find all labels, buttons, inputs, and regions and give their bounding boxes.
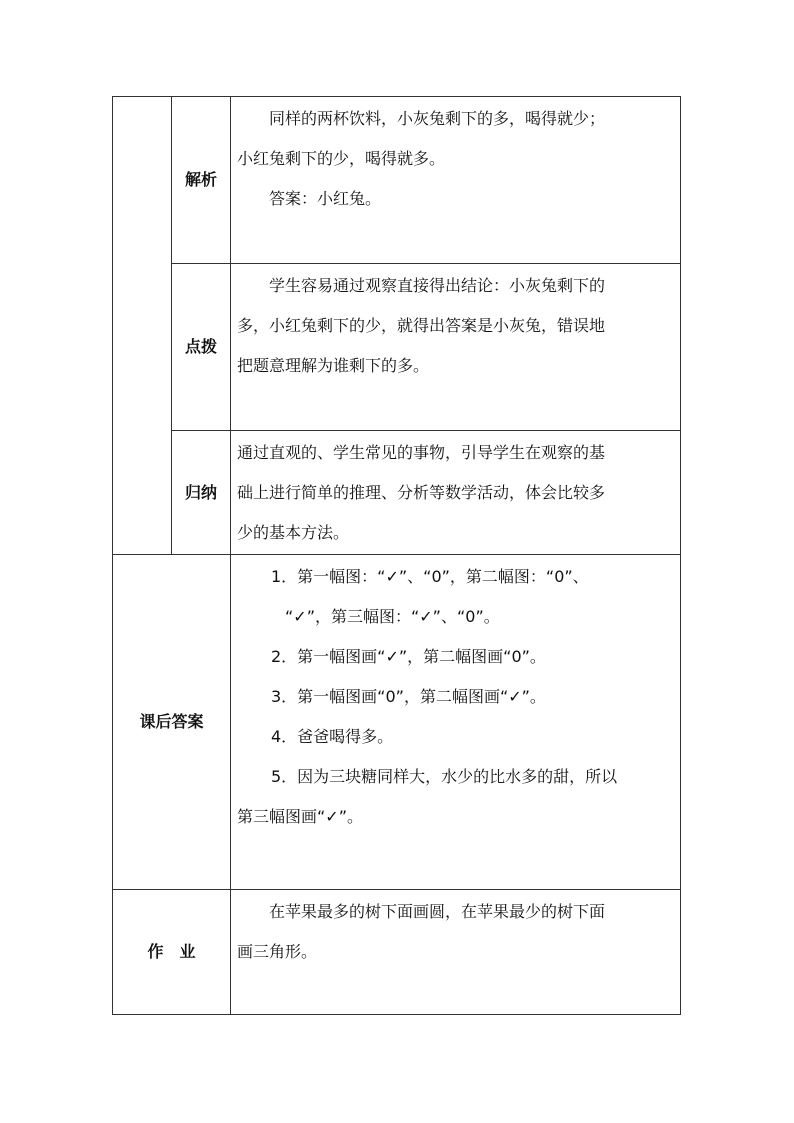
analysis-line: 答案：小红兔。 — [269, 189, 382, 208]
hint-label: 点拨 — [172, 264, 231, 431]
summary-content — [231, 431, 681, 555]
analysis-content — [231, 97, 681, 264]
homework-content — [231, 890, 681, 1015]
summary-line: 础上进行简单的推理、分析等数学活动，体会比较多 — [237, 483, 606, 502]
homework-label: 作 业 — [113, 890, 231, 1015]
answers-label: 课后答案 — [113, 555, 231, 890]
hint-content — [231, 264, 681, 431]
answer-line: 2．第一幅图画“✓”，第二幅图画“0”。 — [271, 647, 546, 666]
answer-line: 第三幅图画“✓”。 — [237, 807, 363, 826]
homework-line: 画三角形。 — [237, 942, 318, 961]
summary-label: 归纳 — [172, 431, 231, 555]
answer-line: 1．第一幅图：“✓”、“0”，第二幅图：“0”、 — [271, 567, 589, 586]
hint-line: 把题意理解为谁剩下的多。 — [237, 356, 430, 375]
hint-line: 多，小红兔剩下的少，就得出答案是小灰兔，错误地 — [237, 316, 606, 335]
analysis-row — [113, 97, 681, 264]
lesson-table — [112, 96, 681, 1015]
homework-row — [113, 890, 681, 1015]
summary-row — [113, 431, 681, 555]
analysis-line: 小红兔剩下的少，喝得就多。 — [237, 149, 446, 168]
answer-line: 4．爸爸喝得多。 — [271, 727, 394, 746]
hint-row — [113, 264, 681, 431]
answers-content — [231, 555, 681, 890]
summary-line: 通过直观的、学生常见的事物，引导学生在观察的基 — [237, 443, 606, 462]
homework-line: 在苹果最多的树下面画圆，在苹果最少的树下面 — [269, 902, 606, 921]
answer-line: 5．因为三块糖同样大，水少的比水多的甜，所以 — [271, 767, 618, 786]
analysis-label: 解析 — [172, 97, 231, 264]
analysis-line: 同样的两杯饮料，小灰兔剩下的多，喝得就少； — [269, 109, 606, 128]
answer-line: “✓”，第三幅图：“✓”、“0”。 — [285, 607, 500, 626]
answers-row — [113, 555, 681, 890]
blank-merged-cell — [113, 97, 172, 555]
summary-line: 少的基本方法。 — [237, 523, 350, 542]
document-page — [112, 96, 680, 1014]
answer-line: 3．第一幅图画“0”，第二幅图画“✓”。 — [271, 687, 546, 706]
hint-line: 学生容易通过观察直接得出结论：小灰兔剩下的 — [269, 276, 606, 295]
